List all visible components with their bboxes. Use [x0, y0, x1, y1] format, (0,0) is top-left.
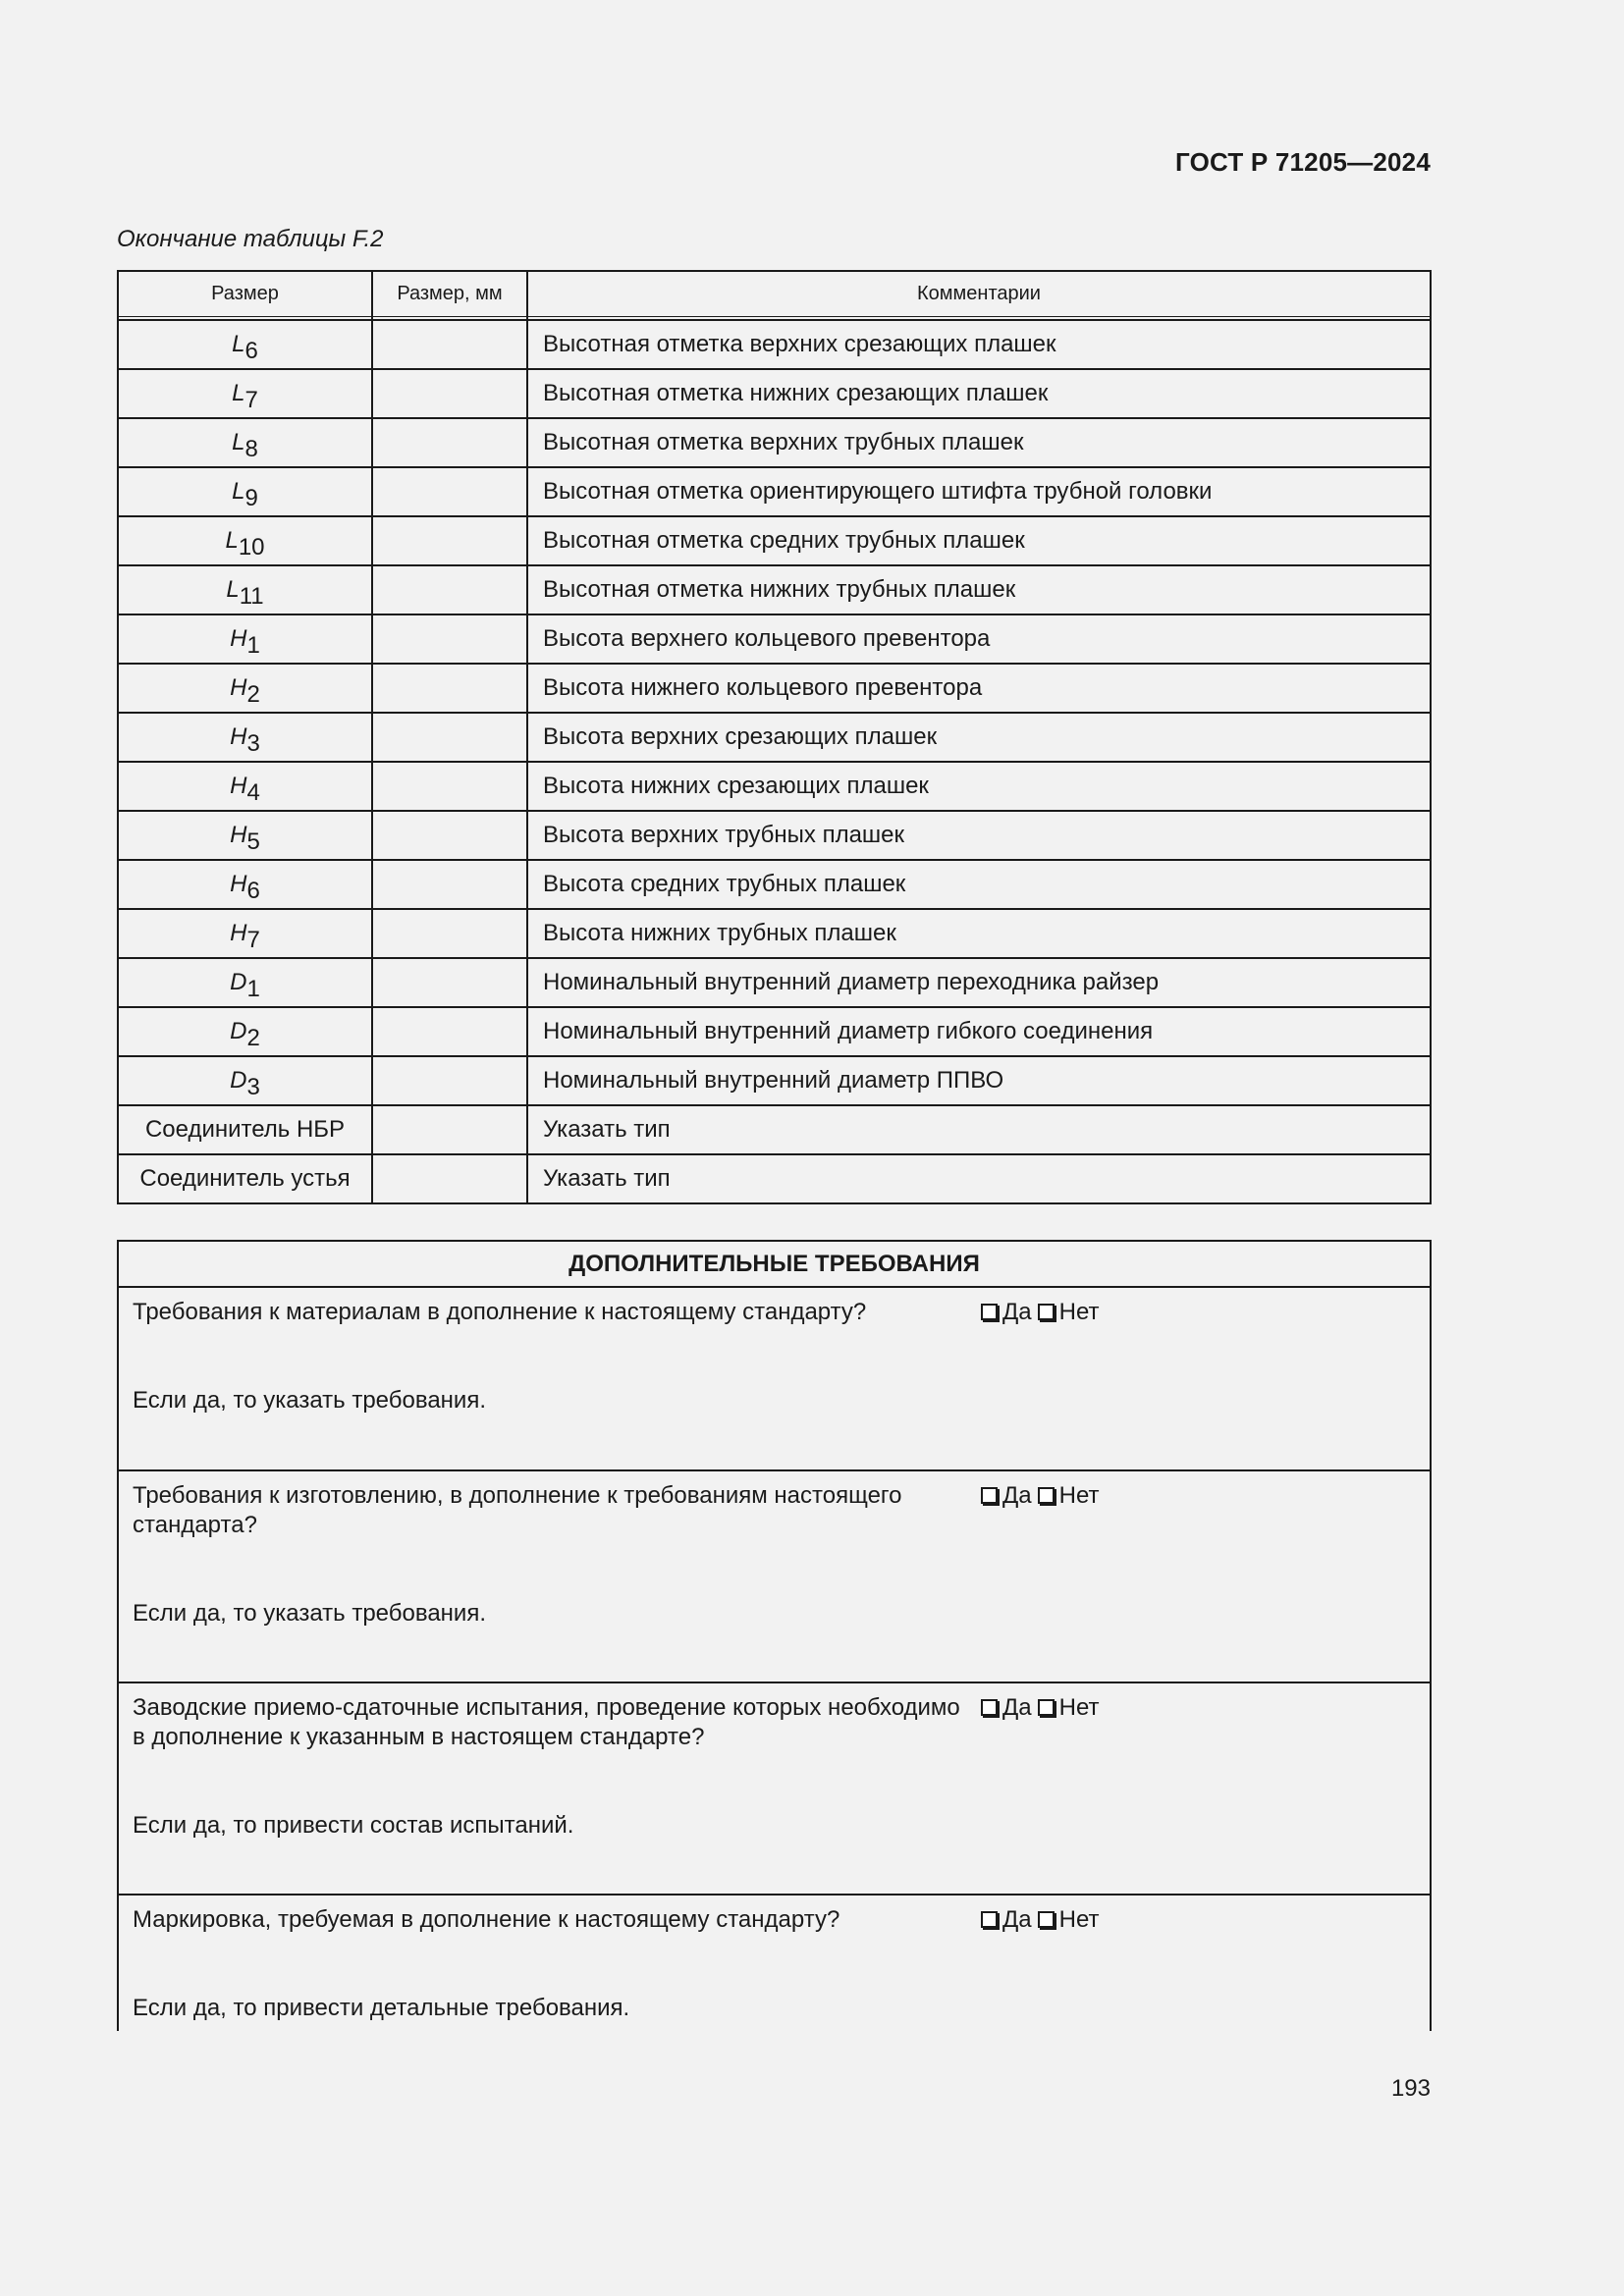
yes-checkbox[interactable] — [981, 1487, 998, 1504]
symbol-letter: L — [226, 576, 240, 603]
comment-cell: Высота верхних срезающих плашек — [527, 713, 1431, 762]
yes-checkbox[interactable] — [981, 1304, 998, 1320]
requirement-note: Если да, то привести состав испытаний. — [133, 1812, 574, 1839]
requirement-question: Требования к материалам в дополнение к настоящему стандарту? — [133, 1299, 867, 1325]
symbol-letter: H — [230, 920, 247, 946]
size-name-cell: Соединитель НБР — [118, 1105, 372, 1154]
table-body — [118, 320, 1431, 1203]
size-mm-cell[interactable] — [372, 565, 527, 614]
size-symbol — [118, 1056, 372, 1105]
size-symbol — [118, 909, 372, 958]
size-symbol — [118, 614, 372, 664]
size-symbol — [118, 713, 372, 762]
size-symbol — [118, 860, 372, 909]
symbol-letter: L — [225, 527, 239, 554]
table-row — [118, 320, 1431, 369]
requirement-note: Если да, то привести детальные требования. — [133, 1995, 630, 2021]
symbol-letter: H — [230, 871, 247, 897]
requirements-title: ДОПОЛНИТЕЛЬНЫЕ ТРЕБОВАНИЯ — [119, 1242, 1430, 1288]
dimensions-table — [117, 270, 1432, 1204]
size-mm-cell[interactable] — [372, 909, 527, 958]
symbol-index: 1 — [246, 976, 260, 1002]
symbol-letter: H — [230, 773, 247, 799]
size-mm-cell[interactable] — [372, 811, 527, 860]
size-mm-cell[interactable] — [372, 713, 527, 762]
no-label: Нет — [1058, 1906, 1100, 1933]
table-row — [118, 811, 1431, 860]
yes-no-choice — [981, 1298, 1105, 1327]
yes-no-choice — [981, 1905, 1105, 1935]
symbol-index: 5 — [246, 828, 260, 855]
comment-cell: Указать тип — [527, 1105, 1431, 1154]
table-row — [118, 664, 1431, 713]
table-row — [118, 1154, 1431, 1203]
no-checkbox[interactable] — [1038, 1304, 1055, 1320]
table-row — [118, 713, 1431, 762]
size-symbol — [118, 565, 372, 614]
yes-checkbox[interactable] — [981, 1911, 998, 1928]
requirement-item — [119, 1288, 1430, 1471]
column-header-comments: Комментарии — [527, 271, 1431, 317]
size-mm-cell[interactable] — [372, 418, 527, 467]
table-row — [118, 1007, 1431, 1056]
size-name-cell: Соединитель устья — [118, 1154, 372, 1203]
requirement-item — [119, 1683, 1430, 1896]
size-symbol — [118, 762, 372, 811]
size-symbol — [118, 664, 372, 713]
size-symbol — [118, 369, 372, 418]
size-mm-cell[interactable] — [372, 320, 527, 369]
symbol-letter: D — [230, 1018, 247, 1044]
no-label: Нет — [1058, 1694, 1100, 1721]
symbol-index: 10 — [238, 534, 265, 561]
symbol-letter: L — [232, 380, 245, 406]
comment-cell: Высотная отметка нижних трубных плашек — [527, 565, 1431, 614]
table-row — [118, 565, 1431, 614]
comment-cell: Номинальный внутренний диаметр гибкого соединения — [527, 1007, 1431, 1056]
symbol-letter: H — [230, 822, 247, 848]
size-mm-cell[interactable] — [372, 467, 527, 516]
symbol-letter: H — [230, 674, 247, 701]
comment-cell: Высота нижних трубных плашек — [527, 909, 1431, 958]
table-row — [118, 958, 1431, 1007]
requirement-question: Маркировка, требуемая в дополнение к настоящему стандарту? — [133, 1906, 840, 1933]
symbol-letter: H — [230, 625, 247, 652]
table-row — [118, 614, 1431, 664]
yes-label: Да — [1002, 1694, 1032, 1721]
size-mm-cell[interactable] — [372, 860, 527, 909]
yes-checkbox[interactable] — [981, 1699, 998, 1716]
symbol-index: 7 — [246, 927, 260, 953]
symbol-index: 7 — [244, 387, 258, 413]
symbol-index: 3 — [246, 1074, 260, 1100]
symbol-index: 1 — [246, 632, 260, 659]
no-checkbox[interactable] — [1038, 1487, 1055, 1504]
comment-cell: Номинальный внутренний диаметр ППВО — [527, 1056, 1431, 1105]
table-row — [118, 516, 1431, 565]
table-caption: Окончание таблицы F.2 — [117, 226, 384, 252]
requirement-question: Заводские приемо-сдаточные испытания, проведение которых необходимо в дополнение к указанным в настоящем стандарте? — [133, 1694, 960, 1750]
column-header-size: Размер — [118, 271, 372, 317]
yes-label: Да — [1002, 1299, 1032, 1325]
table-row — [118, 909, 1431, 958]
symbol-index: 6 — [246, 878, 260, 904]
size-symbol — [118, 320, 372, 369]
symbol-index: 2 — [246, 681, 260, 708]
size-mm-cell[interactable] — [372, 762, 527, 811]
page-number: 193 — [1390, 2075, 1431, 2102]
comment-cell: Указать тип — [527, 1154, 1431, 1203]
size-mm-cell[interactable] — [372, 614, 527, 664]
size-symbol — [118, 467, 372, 516]
size-mm-cell[interactable] — [372, 958, 527, 1007]
no-label: Нет — [1058, 1299, 1100, 1325]
symbol-letter: L — [232, 429, 245, 455]
comment-cell: Высотная отметка средних трубных плашек — [527, 516, 1431, 565]
no-checkbox[interactable] — [1038, 1699, 1055, 1716]
table-row — [118, 1056, 1431, 1105]
table-row — [118, 1105, 1431, 1154]
comment-cell: Высота верхнего кольцевого превентора — [527, 614, 1431, 664]
yes-no-choice — [981, 1693, 1105, 1723]
yes-no-choice — [981, 1481, 1105, 1511]
symbol-index: 3 — [246, 730, 260, 757]
additional-requirements — [117, 1240, 1432, 2031]
table-row — [118, 369, 1431, 418]
size-mm-cell[interactable] — [372, 1154, 527, 1203]
document-code: ГОСТ Р 71205—2024 — [1175, 147, 1431, 177]
symbol-letter: H — [230, 723, 247, 750]
comment-cell: Высотная отметка верхних срезающих плашек — [527, 320, 1431, 369]
comment-cell: Номинальный внутренний диаметр переходника райзер — [527, 958, 1431, 1007]
symbol-index: 4 — [246, 779, 260, 806]
symbol-index: 8 — [244, 436, 258, 462]
comment-cell: Высотная отметка нижних срезающих плашек — [527, 369, 1431, 418]
table-row — [118, 467, 1431, 516]
symbol-letter: L — [232, 478, 245, 505]
size-mm-cell[interactable] — [372, 516, 527, 565]
size-symbol — [118, 958, 372, 1007]
comment-cell: Высотная отметка верхних трубных плашек — [527, 418, 1431, 467]
size-mm-cell[interactable] — [372, 1007, 527, 1056]
comment-cell: Высота верхних трубных плашек — [527, 811, 1431, 860]
symbol-index: 11 — [239, 583, 264, 610]
comment-cell: Высота нижних срезающих плашек — [527, 762, 1431, 811]
comment-cell: Высотная отметка ориентирующего штифта трубной головки — [527, 467, 1431, 516]
size-symbol — [118, 811, 372, 860]
symbol-index: 2 — [246, 1025, 260, 1051]
symbol-letter: D — [230, 969, 247, 995]
symbol-letter: D — [230, 1067, 247, 1094]
size-mm-cell[interactable] — [372, 1056, 527, 1105]
table-row — [118, 762, 1431, 811]
yes-label: Да — [1002, 1482, 1032, 1509]
symbol-index: 9 — [244, 485, 258, 511]
column-header-size-mm: Размер, мм — [372, 271, 527, 317]
requirement-question: Требования к изготовлению, в дополнение к требованиям настоящего стандарта? — [133, 1482, 902, 1538]
size-mm-cell[interactable] — [372, 369, 527, 418]
symbol-index: 6 — [244, 338, 258, 364]
requirement-note: Если да, то указать требования. — [133, 1600, 486, 1627]
no-label: Нет — [1058, 1482, 1100, 1509]
yes-label: Да — [1002, 1906, 1032, 1933]
comment-cell: Высота нижнего кольцевого превентора — [527, 664, 1431, 713]
table-row — [118, 418, 1431, 467]
size-mm-cell[interactable] — [372, 1105, 527, 1154]
requirement-item — [119, 1471, 1430, 1683]
size-symbol — [118, 1007, 372, 1056]
symbol-letter: L — [232, 331, 245, 357]
comment-cell: Высота средних трубных плашек — [527, 860, 1431, 909]
requirement-note: Если да, то указать требования. — [133, 1387, 486, 1414]
size-symbol — [118, 418, 372, 467]
size-symbol — [118, 516, 372, 565]
no-checkbox[interactable] — [1038, 1911, 1055, 1928]
size-mm-cell[interactable] — [372, 664, 527, 713]
requirement-item — [119, 1896, 1430, 2033]
table-row — [118, 860, 1431, 909]
